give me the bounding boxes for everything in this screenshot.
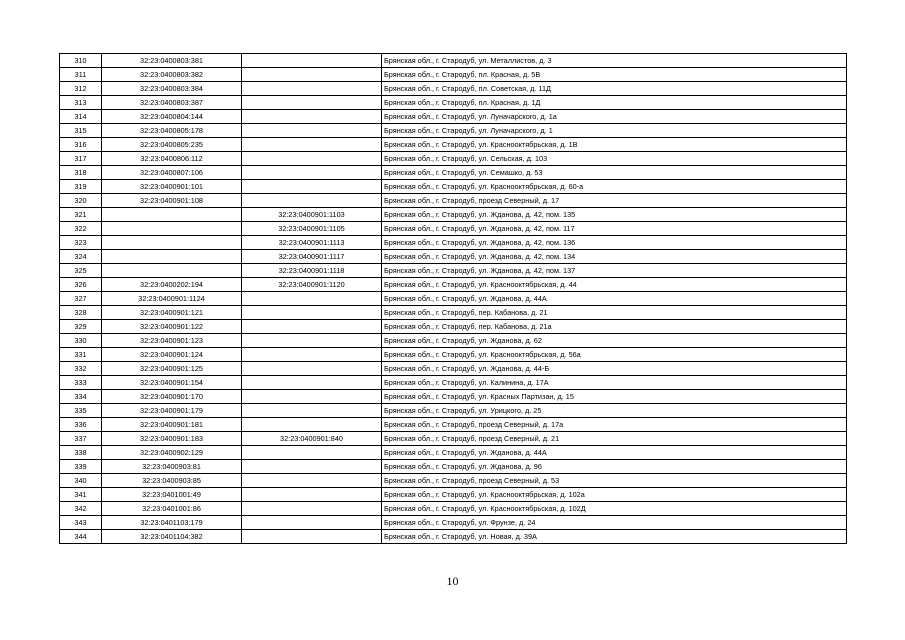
row-number-cell: 329 — [60, 320, 102, 334]
address-cell: Брянская обл., г. Стародуб, ул. Жданова, д. 42, пом. 135 — [382, 208, 847, 222]
object-cadastral-number-cell — [242, 474, 382, 488]
object-cadastral-number-cell — [242, 390, 382, 404]
address-cell: Брянская обл., г. Стародуб, ул. Краснооктябрьская, д. 102а — [382, 488, 847, 502]
address-cell: Брянская обл., г. Стародуб, ул. Жданова, д. 42, пом. 117 — [382, 222, 847, 236]
property-registry-table — [59, 53, 847, 544]
address-cell: Брянская обл., г. Стародуб, ул. Краснооктябрьская, д. 102Д — [382, 502, 847, 516]
table-row — [60, 306, 847, 320]
cadastral-number-cell: 32:23:0400803:384 — [102, 82, 242, 96]
table-row — [60, 348, 847, 362]
cadastral-number-cell — [102, 236, 242, 250]
row-number-cell: 336 — [60, 418, 102, 432]
address-cell: Брянская обл., г. Стародуб, ул. Жданова, д. 42, пом. 134 — [382, 250, 847, 264]
table-row — [60, 334, 847, 348]
address-cell: Брянская обл., г. Стародуб, пер. Кабанова, д. 21 — [382, 306, 847, 320]
row-number-cell: 342 — [60, 502, 102, 516]
row-number-cell: 323 — [60, 236, 102, 250]
table-row — [60, 180, 847, 194]
object-cadastral-number-cell: 32:23:0400901:1105 — [242, 222, 382, 236]
address-cell: Брянская обл., г. Стародуб, проезд Северный, д. 21 — [382, 432, 847, 446]
table-row — [60, 488, 847, 502]
address-cell: Брянская обл., г. Стародуб, ул. Жданова, д. 42, пом. 137 — [382, 264, 847, 278]
object-cadastral-number-cell — [242, 292, 382, 306]
address-cell: Брянская обл., г. Стародуб, ул. Луначарского, д. 1а — [382, 110, 847, 124]
table-row — [60, 460, 847, 474]
cadastral-number-cell: 32:23:0400901:101 — [102, 180, 242, 194]
object-cadastral-number-cell — [242, 68, 382, 82]
row-number-cell: 319 — [60, 180, 102, 194]
cadastral-number-cell: 32:23:0400901:125 — [102, 362, 242, 376]
row-number-cell: 311 — [60, 68, 102, 82]
address-cell: Брянская обл., г. Стародуб, ул. Краснооктябрьская, д. 56а — [382, 348, 847, 362]
row-number-cell: 325 — [60, 264, 102, 278]
object-cadastral-number-cell — [242, 530, 382, 544]
row-number-cell: 328 — [60, 306, 102, 320]
registry-table-body — [60, 54, 847, 544]
address-cell: Брянская обл., г. Стародуб, пл. Советская, д. 11Д — [382, 82, 847, 96]
address-cell: Брянская обл., г. Стародуб, ул. Краснооктябрьская, д. 44 — [382, 278, 847, 292]
object-cadastral-number-cell: 32:23:0400901:1120 — [242, 278, 382, 292]
table-row — [60, 474, 847, 488]
cadastral-number-cell: 32:23:0400901:123 — [102, 334, 242, 348]
cadastral-number-cell: 32:23:0400901:154 — [102, 376, 242, 390]
object-cadastral-number-cell — [242, 446, 382, 460]
cadastral-number-cell: 32:23:0401104:382 — [102, 530, 242, 544]
cadastral-number-cell: 32:23:0400901:181 — [102, 418, 242, 432]
object-cadastral-number-cell — [242, 516, 382, 530]
row-number-cell: 320 — [60, 194, 102, 208]
table-row — [60, 68, 847, 82]
address-cell: Брянская обл., г. Стародуб, ул. Красных Партизан, д. 15 — [382, 390, 847, 404]
object-cadastral-number-cell: 32:23:0400901:1118 — [242, 264, 382, 278]
table-row — [60, 404, 847, 418]
row-number-cell: 343 — [60, 516, 102, 530]
object-cadastral-number-cell — [242, 138, 382, 152]
object-cadastral-number-cell — [242, 82, 382, 96]
row-number-cell: 332 — [60, 362, 102, 376]
cadastral-number-cell: 32:23:0400805:178 — [102, 124, 242, 138]
table-row — [60, 362, 847, 376]
cadastral-number-cell: 32:23:0400806:112 — [102, 152, 242, 166]
cadastral-number-cell: 32:23:0400901:179 — [102, 404, 242, 418]
address-cell: Брянская обл., г. Стародуб, ул. Жданова, д. 96 — [382, 460, 847, 474]
table-row — [60, 250, 847, 264]
table-row — [60, 222, 847, 236]
cadastral-number-cell: 32:23:0401103:179 — [102, 516, 242, 530]
object-cadastral-number-cell: 32:23:0400901:840 — [242, 432, 382, 446]
table-row — [60, 446, 847, 460]
table-row — [60, 152, 847, 166]
row-number-cell: 331 — [60, 348, 102, 362]
object-cadastral-number-cell — [242, 166, 382, 180]
object-cadastral-number-cell — [242, 320, 382, 334]
row-number-cell: 316 — [60, 138, 102, 152]
object-cadastral-number-cell — [242, 306, 382, 320]
object-cadastral-number-cell: 32:23:0400901:1103 — [242, 208, 382, 222]
address-cell: Брянская обл., г. Стародуб, ул. Новая, д. 39А — [382, 530, 847, 544]
address-cell: Брянская обл., г. Стародуб, ул. Луначарского, д. 1 — [382, 124, 847, 138]
address-cell: Брянская обл., г. Стародуб, пл. Красная, д. 1Д — [382, 96, 847, 110]
table-row — [60, 516, 847, 530]
table-row — [60, 390, 847, 404]
cadastral-number-cell: 32:23:0400803:387 — [102, 96, 242, 110]
row-number-cell: 340 — [60, 474, 102, 488]
object-cadastral-number-cell — [242, 404, 382, 418]
row-number-cell: 321 — [60, 208, 102, 222]
page-number: 10 — [446, 574, 459, 588]
object-cadastral-number-cell: 32:23:0400901:1117 — [242, 250, 382, 264]
address-cell: Брянская обл., г. Стародуб, ул. Калинина, д. 17А — [382, 376, 847, 390]
cadastral-number-cell: 32:23:0400903:85 — [102, 474, 242, 488]
table-row — [60, 194, 847, 208]
object-cadastral-number-cell: 32:23:0400901:1113 — [242, 236, 382, 250]
cadastral-number-cell — [102, 208, 242, 222]
cadastral-number-cell: 32:23:0400901:121 — [102, 306, 242, 320]
object-cadastral-number-cell — [242, 54, 382, 68]
address-cell: Брянская обл., г. Стародуб, ул. Жданова, д. 62 — [382, 334, 847, 348]
row-number-cell: 335 — [60, 404, 102, 418]
cadastral-number-cell: 32:23:0400901:1124 — [102, 292, 242, 306]
table-row — [60, 376, 847, 390]
row-number-cell: 315 — [60, 124, 102, 138]
table-row — [60, 236, 847, 250]
table-row — [60, 432, 847, 446]
row-number-cell: 327 — [60, 292, 102, 306]
table-row — [60, 110, 847, 124]
cadastral-number-cell: 32:23:0400903:81 — [102, 460, 242, 474]
address-cell: Брянская обл., г. Стародуб, ул. Семашко, д. 53 — [382, 166, 847, 180]
row-number-cell: 334 — [60, 390, 102, 404]
address-cell: Брянская обл., г. Стародуб, проезд Северный, д. 17 — [382, 194, 847, 208]
object-cadastral-number-cell — [242, 502, 382, 516]
cadastral-number-cell — [102, 222, 242, 236]
row-number-cell: 338 — [60, 446, 102, 460]
address-cell: Брянская обл., г. Стародуб, пл. Красная, д. 5В — [382, 68, 847, 82]
object-cadastral-number-cell — [242, 488, 382, 502]
cadastral-number-cell — [102, 250, 242, 264]
cadastral-number-cell: 32:23:0400901:108 — [102, 194, 242, 208]
row-number-cell: 322 — [60, 222, 102, 236]
cadastral-number-cell: 32:23:0400902:129 — [102, 446, 242, 460]
row-number-cell: 333 — [60, 376, 102, 390]
address-cell: Брянская обл., г. Стародуб, проезд Северный, д. 17а — [382, 418, 847, 432]
table-row — [60, 292, 847, 306]
table-row — [60, 96, 847, 110]
cadastral-number-cell: 32:23:0401001:86 — [102, 502, 242, 516]
object-cadastral-number-cell — [242, 124, 382, 138]
address-cell: Брянская обл., г. Стародуб, ул. Урицкого, д. 25 — [382, 404, 847, 418]
cadastral-number-cell: 32:23:0400804:144 — [102, 110, 242, 124]
cadastral-number-cell: 32:23:0400807:106 — [102, 166, 242, 180]
address-cell: Брянская обл., г. Стародуб, ул. Краснооктябрьская, д. 60-а — [382, 180, 847, 194]
object-cadastral-number-cell — [242, 96, 382, 110]
object-cadastral-number-cell — [242, 418, 382, 432]
row-number-cell: 314 — [60, 110, 102, 124]
object-cadastral-number-cell — [242, 194, 382, 208]
table-row — [60, 138, 847, 152]
row-number-cell: 318 — [60, 166, 102, 180]
address-cell: Брянская обл., г. Стародуб, ул. Металлистов, д. 3 — [382, 54, 847, 68]
cadastral-number-cell: 32:23:0400901:183 — [102, 432, 242, 446]
address-cell: Брянская обл., г. Стародуб, ул. Фрунзе, д. 24 — [382, 516, 847, 530]
address-cell: Брянская обл., г. Стародуб, ул. Сельская, д. 103 — [382, 152, 847, 166]
address-cell: Брянская обл., г. Стародуб, пер. Кабанова, д. 21а — [382, 320, 847, 334]
row-number-cell: 344 — [60, 530, 102, 544]
cadastral-number-cell: 32:23:0401001:49 — [102, 488, 242, 502]
address-cell: Брянская обл., г. Стародуб, ул. Жданова, д. 44А — [382, 446, 847, 460]
cadastral-number-cell: 32:23:0400901:124 — [102, 348, 242, 362]
object-cadastral-number-cell — [242, 152, 382, 166]
table-row — [60, 124, 847, 138]
object-cadastral-number-cell — [242, 110, 382, 124]
cadastral-number-cell — [102, 264, 242, 278]
table-row — [60, 530, 847, 544]
address-cell: Брянская обл., г. Стародуб, ул. Жданова, д. 44А — [382, 292, 847, 306]
address-cell: Брянская обл., г. Стародуб, ул. Краснооктябрьская, д. 1В — [382, 138, 847, 152]
cadastral-number-cell: 32:23:0400805:235 — [102, 138, 242, 152]
address-cell: Брянская обл., г. Стародуб, ул. Жданова, д. 44-Б — [382, 362, 847, 376]
row-number-cell: 326 — [60, 278, 102, 292]
row-number-cell: 341 — [60, 488, 102, 502]
row-number-cell: 324 — [60, 250, 102, 264]
row-number-cell: 330 — [60, 334, 102, 348]
cadastral-number-cell: 32:23:0400901:170 — [102, 390, 242, 404]
row-number-cell: 317 — [60, 152, 102, 166]
address-cell: Брянская обл., г. Стародуб, проезд Северный, д. 53 — [382, 474, 847, 488]
row-number-cell: 312 — [60, 82, 102, 96]
table-row — [60, 166, 847, 180]
object-cadastral-number-cell — [242, 376, 382, 390]
cadastral-number-cell: 32:23:0400901:122 — [102, 320, 242, 334]
address-cell: Брянская обл., г. Стародуб, ул. Жданова, д. 42, пом. 136 — [382, 236, 847, 250]
row-number-cell: 310 — [60, 54, 102, 68]
table-row — [60, 320, 847, 334]
cadastral-number-cell: 32:23:0400202:194 — [102, 278, 242, 292]
table-row — [60, 418, 847, 432]
object-cadastral-number-cell — [242, 362, 382, 376]
cadastral-number-cell: 32:23:0400803:381 — [102, 54, 242, 68]
object-cadastral-number-cell — [242, 334, 382, 348]
row-number-cell: 313 — [60, 96, 102, 110]
table-row — [60, 54, 847, 68]
table-row — [60, 264, 847, 278]
cadastral-number-cell: 32:23:0400803:382 — [102, 68, 242, 82]
object-cadastral-number-cell — [242, 180, 382, 194]
table-row — [60, 502, 847, 516]
table-row — [60, 82, 847, 96]
object-cadastral-number-cell — [242, 460, 382, 474]
row-number-cell: 339 — [60, 460, 102, 474]
table-row — [60, 208, 847, 222]
row-number-cell: 337 — [60, 432, 102, 446]
object-cadastral-number-cell — [242, 348, 382, 362]
table-row — [60, 278, 847, 292]
